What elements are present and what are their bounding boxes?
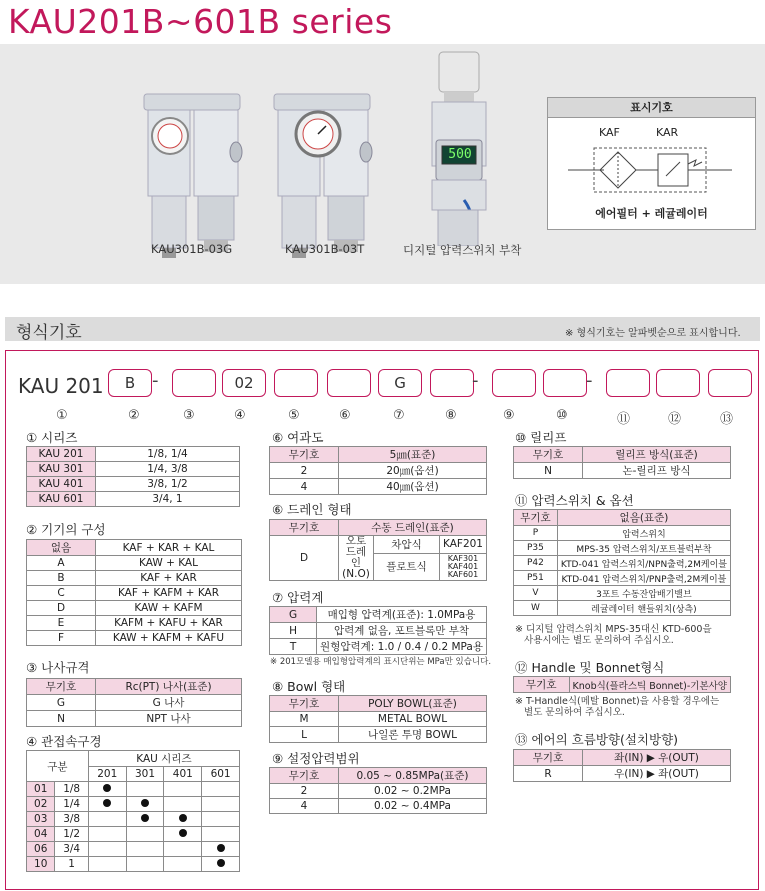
table-cell: 3/8, 1/2	[96, 477, 240, 492]
table-header: 무기호	[514, 677, 570, 693]
table-row	[270, 799, 487, 814]
relief-title: ⑩ 릴리프	[515, 430, 567, 445]
table-row	[514, 750, 731, 766]
table-cell: M	[270, 712, 339, 727]
availability-dot	[217, 844, 225, 852]
table-cell: 없음	[27, 540, 96, 556]
pressure-range-table	[269, 767, 487, 814]
table-header: 좌(IN) ▶ 우(OUT)	[583, 750, 731, 766]
table-cell: 2	[270, 463, 339, 479]
table-cell: 1/8	[55, 782, 88, 797]
code-position-number: ⑫	[668, 412, 682, 427]
table-row	[27, 540, 242, 556]
table-header: 무기호	[27, 679, 96, 695]
code-position-number: ②	[128, 408, 140, 423]
availability-dot	[141, 799, 149, 807]
product-image-kau301b-03g	[140, 92, 244, 262]
table-row	[27, 827, 240, 842]
flow-direction-table	[513, 749, 731, 782]
code-box	[606, 369, 650, 397]
table-cell: 4	[270, 479, 339, 495]
drain-title: ⑥ 드레인 형태	[272, 502, 352, 517]
digital-display-value: 500	[448, 147, 472, 162]
table-row	[27, 447, 240, 462]
code-position-number: ⑥	[339, 408, 351, 423]
table-row	[270, 784, 487, 799]
table-cell: W	[514, 601, 558, 616]
table-cell: 20㎛(옵션)	[339, 463, 487, 479]
table-cell: R	[514, 766, 583, 782]
relief-table	[513, 446, 731, 479]
table-cell: KAF + KAFM + KAR	[96, 586, 242, 601]
table-cell: KAU 201	[27, 447, 96, 462]
table-cell	[164, 797, 202, 812]
table-cell	[164, 842, 202, 857]
table-cell	[202, 797, 240, 812]
table-cell	[88, 797, 126, 812]
table-header: Knob식(플라스틱 Bonnet)-기본사양	[569, 677, 731, 693]
table-cell: 3/8	[55, 812, 88, 827]
symbol-box	[547, 97, 756, 230]
table-header: 5㎛(표준)	[339, 447, 487, 463]
table-cell: E	[27, 616, 96, 631]
table-cell: 1/8, 1/4	[96, 447, 240, 462]
table-header: 릴리프 방식(표준)	[583, 447, 731, 463]
thread-table	[26, 678, 242, 727]
code-box	[656, 369, 700, 397]
table-cell: N	[514, 463, 583, 479]
table-cell	[88, 842, 126, 857]
table-cell: KAU 601	[27, 492, 96, 507]
table-row	[270, 623, 487, 639]
table-cell: KAU 401	[27, 477, 96, 492]
table-row	[514, 766, 731, 782]
table-row	[27, 812, 240, 827]
code-box	[274, 369, 318, 397]
table-cell: 2	[270, 784, 339, 799]
handle-title: ⑫ Handle 및 Bonnet형식	[515, 660, 665, 675]
table-row	[270, 712, 487, 727]
table-cell: P51	[514, 571, 558, 586]
table-row	[514, 556, 731, 571]
table-header: 0.05 ~ 0.85MPa(표준)	[339, 768, 487, 784]
table-header: 301	[126, 767, 164, 782]
table-cell: 03	[27, 812, 55, 827]
table-cell: 4	[270, 799, 339, 814]
code-box	[492, 369, 536, 397]
table-cell: KAF + KAR + KAL	[96, 540, 242, 556]
table-cell	[202, 857, 240, 872]
table-header: 무기호	[514, 750, 583, 766]
symbol-label-kar: KAR	[656, 126, 679, 139]
table-cell: V	[514, 586, 558, 601]
table-cell: G	[270, 607, 317, 623]
table-cell	[164, 857, 202, 872]
table-cell: P35	[514, 541, 558, 556]
series-table	[26, 446, 240, 507]
drain-table	[269, 519, 487, 581]
table-cell: KAW + KAFM + KAFU	[96, 631, 242, 646]
table-header: 구분	[27, 751, 89, 782]
code-box: 02	[222, 369, 266, 397]
table-cell: 04	[27, 827, 55, 842]
table-cell	[202, 782, 240, 797]
code-separator: -	[472, 370, 479, 391]
table-cell: G 나사	[96, 695, 242, 711]
table-row	[27, 842, 240, 857]
table-cell	[126, 842, 164, 857]
table-row	[514, 541, 731, 556]
table-cell: G	[27, 695, 96, 711]
table-cell: 레귤레이터 핸들위치(상측)	[557, 601, 730, 616]
table-row	[27, 586, 242, 601]
code-box	[708, 369, 752, 397]
table-header: 없음(표준)	[557, 510, 730, 526]
port-size-table	[26, 750, 240, 872]
product-caption: 디지털 압력스위치 부착	[403, 243, 522, 257]
table-row	[27, 751, 240, 767]
table-header: 601	[202, 767, 240, 782]
code-position-number: ⑩	[556, 408, 568, 423]
handle-note: ※ T-Handle식(메탈 Bonnet)을 사용할 경우에는 별도 문의하여 주십시오.	[515, 696, 720, 718]
thread-title: ③ 나사규격	[26, 660, 90, 675]
table-cell: 1/4	[55, 797, 88, 812]
pressure-range-title: ⑨ 설정압력범위	[272, 751, 360, 766]
page-title: KAU201B~601B series	[8, 2, 393, 41]
code-position-number: ⑨	[503, 408, 515, 423]
table-cell	[126, 782, 164, 797]
table-cell: KTD-041 압력스위치/NPN출력,2M케이블	[557, 556, 730, 571]
table-cell: KAFM + KAFU + KAR	[96, 616, 242, 631]
table-cell: A	[27, 556, 96, 571]
table-cell	[88, 827, 126, 842]
table-cell	[164, 812, 202, 827]
table-cell: KAW + KAL	[96, 556, 242, 571]
table-cell	[202, 812, 240, 827]
table-row	[27, 556, 242, 571]
table-row	[27, 462, 240, 477]
table-cell: B	[27, 571, 96, 586]
table-row	[27, 857, 240, 872]
table-row	[270, 463, 487, 479]
table-cell	[88, 857, 126, 872]
pressure-switch-table	[513, 509, 731, 616]
code-position-number: ⑬	[720, 412, 734, 427]
gauge-title: ⑦ 압력계	[272, 590, 324, 605]
code-position-number: ⑪	[617, 412, 631, 427]
code-box	[172, 369, 216, 397]
table-row	[27, 711, 242, 727]
configuration-table	[26, 539, 242, 646]
table-row	[514, 677, 731, 693]
bowl-table	[269, 695, 487, 743]
table-cell: KAF + KAR	[96, 571, 242, 586]
table-header: 수동 드레인(표준)	[339, 520, 487, 536]
pressure-switch-note: ※ 디지털 압력스위치 MPS-35대신 KTD-600을 사용시에는 별도 문의하여 주십시오.	[515, 624, 712, 646]
table-cell: L	[270, 727, 339, 743]
table-cell: 매입형 압력계(표준): 1.0MPa용	[317, 607, 487, 623]
table-cell	[126, 827, 164, 842]
model-prefix: KAU 201	[18, 374, 104, 398]
availability-dot	[179, 814, 187, 822]
table-cell: METAL BOWL	[339, 712, 487, 727]
code-box: B	[108, 369, 152, 397]
table-row	[27, 492, 240, 507]
table-cell: 06	[27, 842, 55, 857]
table-row	[514, 586, 731, 601]
table-cell: 10	[27, 857, 55, 872]
handle-table	[513, 676, 731, 693]
table-cell: N	[27, 711, 96, 727]
table-row	[27, 695, 242, 711]
port-size-title: ④ 관접속구경	[26, 734, 102, 749]
table-cell: H	[270, 623, 317, 639]
table-row	[270, 639, 487, 655]
table-cell: D	[270, 536, 339, 581]
table-cell: 3포트 수동잔압배기밸브	[557, 586, 730, 601]
availability-dot	[141, 814, 149, 822]
table-row	[514, 510, 731, 526]
table-row	[270, 536, 487, 554]
gauge-table	[269, 606, 487, 655]
code-box	[327, 369, 371, 397]
table-cell	[88, 782, 126, 797]
table-row	[270, 768, 487, 784]
table-cell	[164, 827, 202, 842]
filter-regulator-symbol	[566, 142, 736, 198]
table-header: 무기호	[270, 696, 339, 712]
table-header: 401	[164, 767, 202, 782]
table-cell: P42	[514, 556, 558, 571]
table-cell: 1	[55, 857, 88, 872]
code-box	[430, 369, 474, 397]
code-position-number: ⑤	[288, 408, 300, 423]
table-cell	[126, 797, 164, 812]
table-row	[27, 571, 242, 586]
table-row	[27, 797, 240, 812]
table-cell: F	[27, 631, 96, 646]
configuration-title: ② 기기의 구성	[26, 522, 106, 537]
symbol-header: 표시기호	[548, 98, 755, 118]
table-cell: 원형압력계: 1.0 / 0.4 / 0.2 MPa용	[317, 639, 487, 655]
gauge-note: ※ 201모델용 매입형압력계의 표시단위는 MPa만 있습니다.	[270, 657, 492, 667]
product-image-kau301b-03t	[270, 92, 374, 262]
code-position-number: ④	[234, 408, 246, 423]
table-cell	[88, 812, 126, 827]
table-header: POLY BOWL(표준)	[339, 696, 487, 712]
table-cell	[126, 857, 164, 872]
availability-dot	[217, 859, 225, 867]
table-cell	[164, 782, 202, 797]
table-cell: KTD-041 압력스위치/PNP출력,2M케이블	[557, 571, 730, 586]
table-cell: 1/4, 3/8	[96, 462, 240, 477]
table-header: 무기호	[270, 768, 339, 784]
table-row	[27, 601, 242, 616]
table-row	[514, 447, 731, 463]
product-image-digital-switch	[424, 50, 494, 246]
table-header: 201	[88, 767, 126, 782]
table-cell: NPT 나사	[96, 711, 242, 727]
section-note: ※ 형식기호는 알파벳순으로 표시합니다.	[565, 328, 741, 339]
section-title: 형식기호	[16, 323, 82, 343]
table-cell: 오토 드레인 (N.O)	[339, 536, 374, 581]
availability-dot	[103, 784, 111, 792]
code-separator: -	[586, 370, 593, 391]
table-cell: KAU 301	[27, 462, 96, 477]
table-header: 무기호	[270, 447, 339, 463]
symbol-label-kaf: KAF	[599, 126, 620, 139]
table-row	[270, 520, 487, 536]
pressure-switch-title: ⑪ 압력스위치 & 옵션	[515, 493, 634, 508]
table-cell: 02	[27, 797, 55, 812]
table-cell: 나일론 투명 BOWL	[339, 727, 487, 743]
code-position-number: ①	[56, 408, 68, 423]
table-header: 무기호	[270, 520, 339, 536]
table-cell: KAF201	[440, 536, 487, 554]
table-cell: 압력계 없음, 포트블록만 부착	[317, 623, 487, 639]
table-cell	[202, 827, 240, 842]
table-cell: KAW + KAFM	[96, 601, 242, 616]
table-row	[514, 571, 731, 586]
table-cell: 40㎛(옵션)	[339, 479, 487, 495]
availability-dot	[103, 799, 111, 807]
table-row	[514, 526, 731, 541]
table-cell: C	[27, 586, 96, 601]
table-cell: 3/4	[55, 842, 88, 857]
table-cell: D	[27, 601, 96, 616]
table-cell: T	[270, 639, 317, 655]
table-cell: 우(IN) ▶ 좌(OUT)	[583, 766, 731, 782]
code-position-number: ⑦	[393, 408, 405, 423]
table-header: 무기호	[514, 447, 583, 463]
table-row	[27, 616, 242, 631]
code-box: G	[378, 369, 422, 397]
symbol-caption: 에어필터 + 레귤레이터	[595, 207, 708, 220]
filtration-title: ⑥ 여과도	[272, 430, 324, 445]
table-row	[270, 479, 487, 495]
table-row	[270, 696, 487, 712]
table-row	[270, 727, 487, 743]
filtration-table	[269, 446, 487, 495]
table-row	[27, 631, 242, 646]
table-header: 무기호	[514, 510, 558, 526]
table-cell: 0.02 ~ 0.4MPa	[339, 799, 487, 814]
availability-dot	[179, 829, 187, 837]
series-title: ① 시리즈	[26, 430, 78, 445]
table-header: Rc(PT) 나사(표준)	[96, 679, 242, 695]
table-cell: 1/2	[55, 827, 88, 842]
table-cell: KAF301 KAF401 KAF601	[440, 553, 487, 580]
table-cell: 차압식	[374, 536, 440, 554]
table-row	[270, 447, 487, 463]
table-row	[514, 463, 731, 479]
table-cell: P	[514, 526, 558, 541]
table-row	[270, 607, 487, 623]
code-box	[543, 369, 587, 397]
table-row	[27, 477, 240, 492]
table-cell: MPS-35 압력스위치/포트블럭부착	[557, 541, 730, 556]
table-row	[27, 679, 242, 695]
flow-direction-title: ⑬ 에어의 흐름방향(설치방향)	[515, 732, 679, 747]
table-cell: 3/4, 1	[96, 492, 240, 507]
table-cell: 플로트식	[374, 553, 440, 580]
code-position-number: ⑧	[445, 408, 457, 423]
code-position-number: ③	[183, 408, 195, 423]
table-header: KAU 시리즈	[88, 751, 239, 767]
table-cell	[126, 812, 164, 827]
product-caption: KAU301B-03T	[285, 242, 365, 256]
table-cell: 압력스위치	[557, 526, 730, 541]
table-row	[514, 601, 731, 616]
bowl-title: ⑧ Bowl 형태	[272, 679, 346, 694]
table-cell: 01	[27, 782, 55, 797]
product-caption: KAU301B-03G	[151, 242, 233, 256]
table-cell	[202, 842, 240, 857]
code-separator: -	[152, 370, 159, 391]
table-cell: 논-릴리프 방식	[583, 463, 731, 479]
table-cell: 0.02 ~ 0.2MPa	[339, 784, 487, 799]
table-row	[27, 782, 240, 797]
